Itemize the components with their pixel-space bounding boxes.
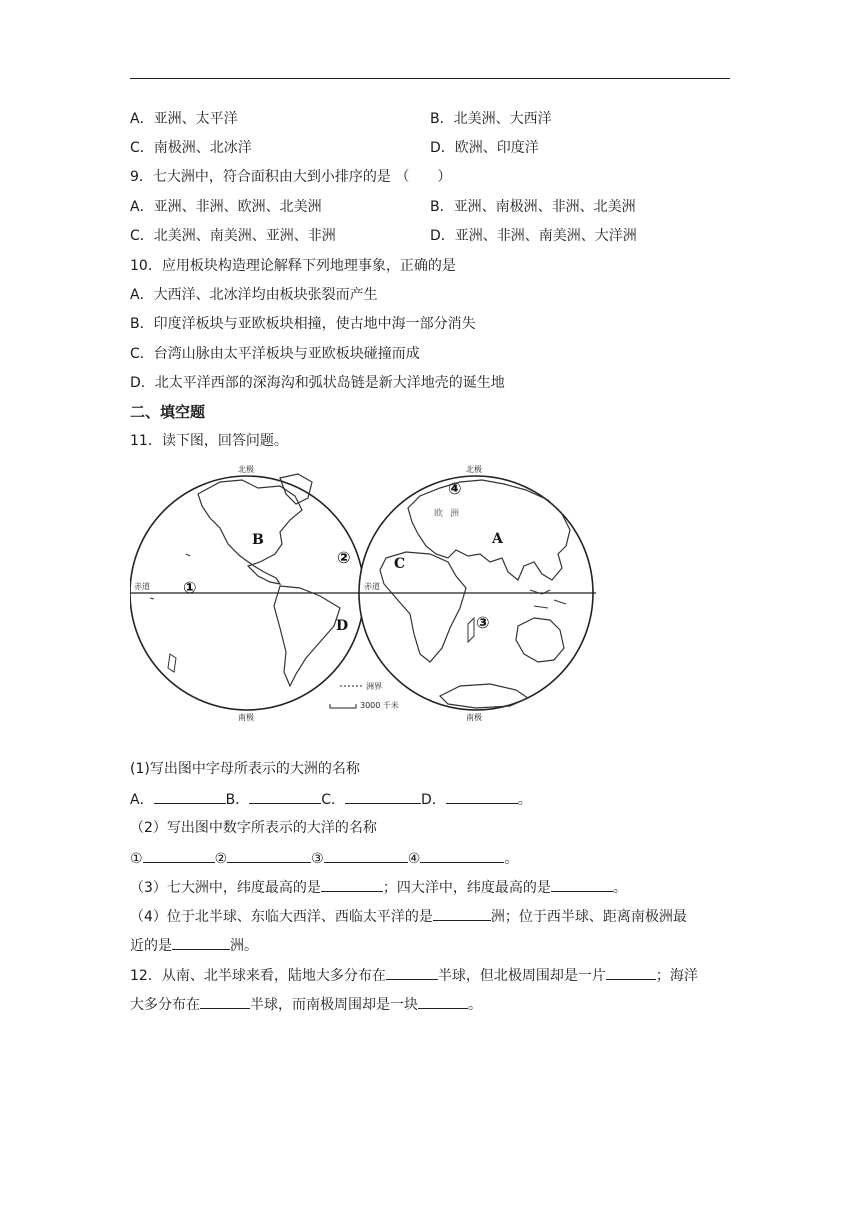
label-n4: ④ (407, 851, 421, 867)
label-n1: ① (130, 851, 143, 867)
north-pole-label-west: 北极 (238, 465, 254, 474)
blank-a[interactable] (154, 789, 226, 804)
q8-option-c: C．南极洲、北冰洋 (130, 140, 252, 156)
blank-continent-1[interactable] (433, 906, 491, 921)
q9-option-c: C．北美洲、南美洲、亚洲、非洲 (130, 228, 336, 244)
q8-option-b: B．北美洲、大西洋 (430, 111, 552, 127)
q11-part2-blanks (130, 848, 518, 869)
label-n2: ② (214, 851, 228, 867)
legend-label: 洲界 (366, 682, 382, 691)
blank-north-pole[interactable] (606, 965, 656, 980)
equator-label-east: 赤道 (364, 582, 380, 591)
q11-part4-line2 (130, 935, 258, 956)
continent-label-b: B (252, 532, 264, 548)
q10-stem: 10．应用板块构造理论解释下列地理事象，正确的是 (130, 258, 456, 274)
part3-end: 。 (612, 880, 627, 896)
label-d: D． (420, 792, 446, 808)
q12-text-b: 半球，但北极周围却是一片 (437, 968, 606, 984)
q9-stem: 9．七大洲中，符合面积由大到小排序的是 （ ） (130, 169, 452, 185)
south-pole-label-east: 南极 (466, 713, 482, 722)
ocean-label-2: ② (337, 548, 351, 567)
section-title: 二、填空题 (130, 403, 206, 421)
q11-part1-blanks (130, 789, 532, 810)
blank-continent-2[interactable] (172, 935, 230, 950)
continent-label-c: C (394, 556, 406, 572)
blank-n1[interactable] (143, 848, 215, 863)
scale-bar (330, 704, 356, 708)
blank-south-pole[interactable] (418, 994, 468, 1009)
europe-label-1: 欧 (434, 509, 444, 519)
line-end: 。 (504, 851, 519, 867)
q12-line2 (130, 994, 482, 1015)
continent-label-a: A (492, 531, 503, 547)
q11-part4-line1 (130, 906, 687, 927)
part3-text-a: （3）七大洲中，纬度最高的是 (130, 880, 321, 896)
q11-part2-prompt: （2）写出图中数字所表示的大洋的名称 (130, 820, 377, 836)
blank-c[interactable] (345, 789, 421, 804)
blank-land-hemisphere[interactable] (386, 965, 438, 980)
continent-label-d: D (336, 618, 349, 634)
blank-n4[interactable] (420, 848, 504, 863)
label-a: A． (130, 792, 154, 808)
q9-option-d: D．亚洲、非洲、南美洲、大洋洲 (430, 228, 637, 244)
q9-option-b: B．亚洲、南极洲、非洲、北美洲 (430, 199, 636, 215)
label-c: C． (321, 792, 345, 808)
q12-text-e: 半球，而南极周围却是一块 (250, 997, 418, 1013)
q12-text-c: ；海洋 (655, 968, 698, 984)
part4-text-c: 近的是 (130, 938, 172, 954)
q10-option-a: A．大西洋、北冰洋均由板块张裂而产生 (130, 287, 378, 303)
part4-text-a: （4）位于北半球、东临大西洋、西临太平洋的是 (130, 909, 433, 925)
part4-text-b: 洲；位于西半球、距离南极洲最 (490, 909, 687, 925)
ocean-label-4: ④ (448, 479, 462, 498)
q10-option-d: D．北太平洋西部的深海沟和弧状岛链是新大洋地壳的诞生地 (130, 375, 505, 391)
q8-option-d: D．欧洲、印度洋 (430, 140, 539, 156)
equator-label-west: 赤道 (134, 582, 150, 591)
part3-text-b: ；四大洋中，纬度最高的是 (382, 880, 551, 896)
q11-part1-prompt: (1)写出图中字母所表示的大洲的名称 (130, 761, 360, 777)
q11-stem: 11．读下图，回答问题。 (130, 433, 288, 449)
q12-text-a: 12．从南、北半球来看，陆地大多分布在 (130, 968, 386, 984)
ocean-label-1: ① (183, 578, 197, 597)
south-pole-label-west: 南极 (238, 713, 254, 722)
north-pole-label-east: 北极 (466, 465, 482, 474)
world-map-figure (130, 458, 605, 728)
q11-part3 (130, 877, 627, 898)
q12-text-d: 大多分布在 (130, 997, 200, 1013)
world-map-svg (130, 458, 605, 728)
blank-n3[interactable] (324, 848, 408, 863)
line-end: 。 (517, 792, 532, 808)
label-b: B． (225, 792, 250, 808)
blank-n2[interactable] (227, 848, 311, 863)
blank-d[interactable] (446, 789, 518, 804)
ocean-label-3: ③ (476, 613, 490, 632)
scale-label: 3000 千米 (360, 701, 399, 710)
blank-highest-ocean[interactable] (551, 877, 613, 892)
q9-option-a: A．亚洲、非洲、欧洲、北美洲 (130, 199, 322, 215)
europe-label-2: 洲 (450, 509, 460, 519)
label-n3: ③ (311, 851, 324, 867)
q10-option-b: B．印度洋板块与亚欧板块相撞，使古地中海一部分消失 (130, 316, 476, 332)
blank-highest-continent[interactable] (321, 877, 383, 892)
blank-b[interactable] (249, 789, 321, 804)
blank-ocean-hemisphere[interactable] (200, 994, 250, 1009)
q10-option-c: C．台湾山脉由太平洋板块与亚欧板块碰撞而成 (130, 346, 420, 362)
header-rule (130, 78, 730, 79)
q12-text-f: 。 (468, 997, 482, 1013)
q8-option-a: A．亚洲、太平洋 (130, 111, 238, 127)
q12-line1 (130, 965, 698, 986)
part4-text-d: 洲。 (230, 938, 258, 954)
